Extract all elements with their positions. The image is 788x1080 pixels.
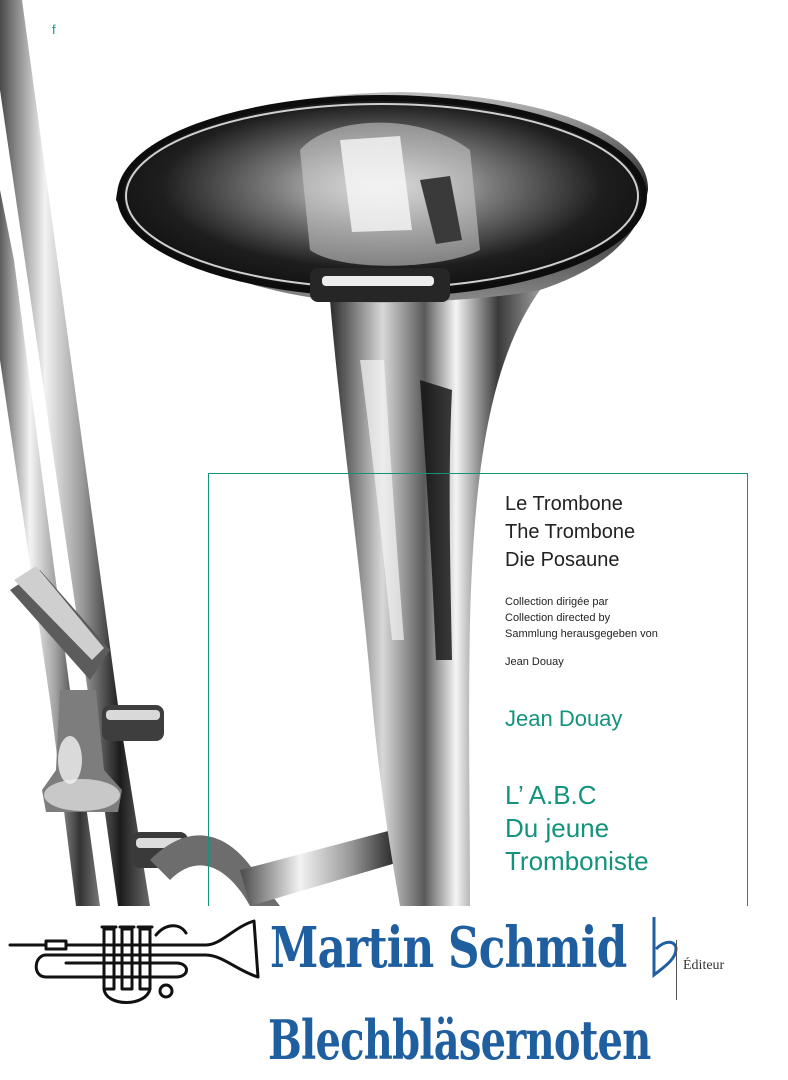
trumpet-icon [6,915,268,1015]
composer-name: Jean Douay [505,706,623,731]
series-title-fr: Le Trombone [505,493,623,515]
series-title-en: The Trombone [505,521,636,543]
collection-editor: Jean Douay [505,656,564,668]
work-title-line-2: Du jeune [505,813,610,843]
publisher-label: Éditeur [683,958,725,973]
collection-en: Collection directed by [505,612,611,624]
dealer-name-line-1: Martin Schmid [270,915,627,981]
work-title [505,779,649,878]
publisher-divider [676,940,677,1000]
dealer-name-line-2: Blechbläsernoten [268,1008,651,1072]
page-mark: f [52,22,56,37]
collection-de: Sammlung herausgegeben von [505,628,658,640]
work-title-line-1: L’ A.B.C [505,780,597,810]
work-title-line-3: Tromboniste [505,846,649,876]
series-title-de: Die Posaune [505,549,620,571]
series-titles [505,490,635,574]
collection-credits [505,594,658,642]
collection-fr: Collection dirigée par [505,596,609,608]
